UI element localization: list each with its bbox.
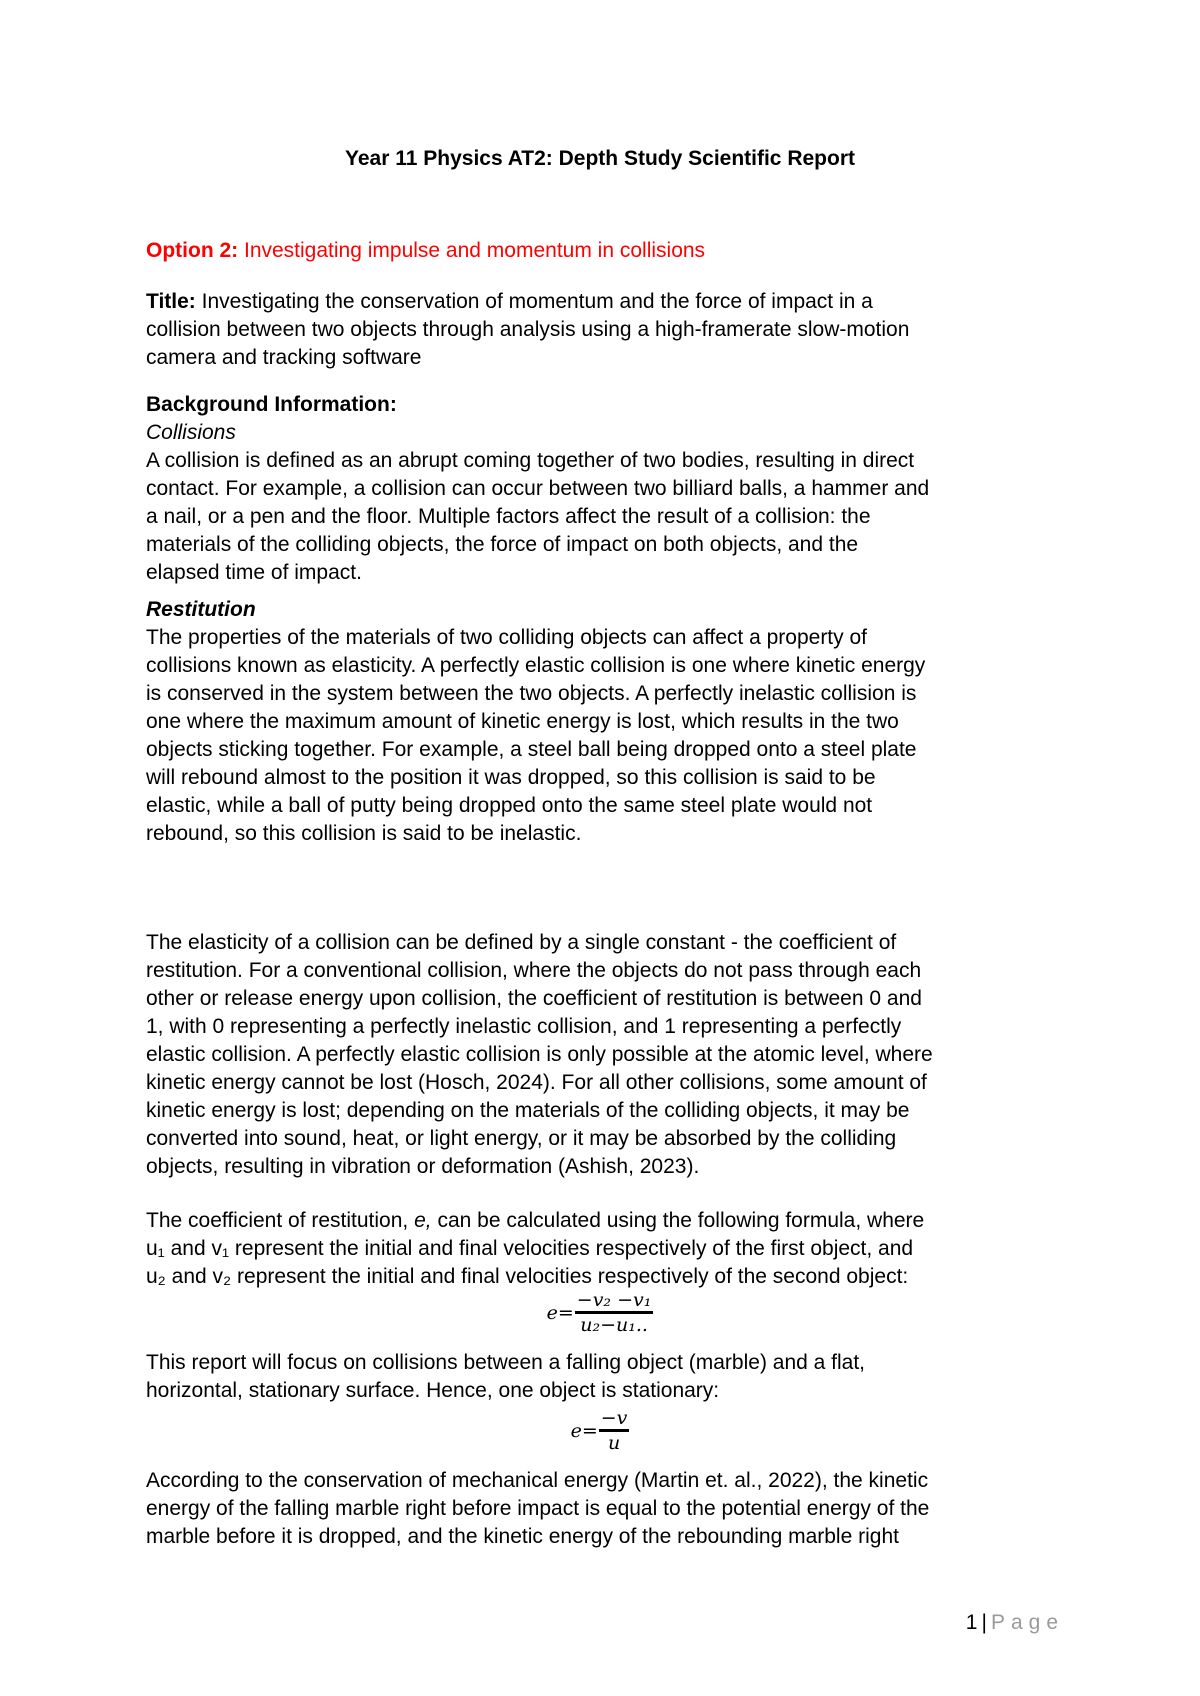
formula-denominator: u xyxy=(607,1432,621,1454)
formula-numerator: −v xyxy=(600,1407,628,1429)
restitution-section xyxy=(146,596,1066,848)
restitution-p2-line: other or release energy upon collision, the coefficient of restitution is between 0 and xyxy=(146,987,922,1010)
formula-fraction xyxy=(599,1407,630,1454)
restitution-p2-line: elastic collision. A perfectly elastic collision is only possible at the atomic level, where xyxy=(146,1043,933,1066)
p5-line: According to the conservation of mechanical energy (Martin et. al., 2022), the kinetic xyxy=(146,1469,929,1492)
collisions-line: a nail, or a pen and the floor. Multiple factors affect the result of a collision: the xyxy=(146,505,871,528)
page-label: Page xyxy=(990,1611,1064,1634)
formula-lhs: e= xyxy=(570,1419,598,1442)
p3-text: can be calculated using the following formula, where xyxy=(431,1209,925,1232)
variable-e: e, xyxy=(414,1209,432,1232)
restitution-formula-general xyxy=(0,1289,1200,1336)
restitution-p1-line: one where the maximum amount of kinetic energy is lost, which results in the two xyxy=(146,710,899,733)
restitution-paragraph-2 xyxy=(146,929,1066,1181)
option-text: Investigating impulse and momentum in collisions xyxy=(238,239,706,262)
restitution-paragraph-5 xyxy=(146,1467,1066,1551)
page-footer xyxy=(966,1610,1064,1636)
formula-fraction xyxy=(575,1289,654,1336)
collisions-line: A collision is defined as an abrupt coming together of two bodies, resulting in direct xyxy=(146,449,915,472)
formula-denominator: u₂−u₁.. xyxy=(580,1314,648,1336)
p4-line: This report will focus on collisions between a falling object (marble) and a flat, xyxy=(146,1351,866,1374)
restitution-p1-line: objects sticking together. For example, a steel ball being dropped onto a steel plate xyxy=(146,738,917,761)
restitution-p1-line: rebound, so this collision is said to be inelastic. xyxy=(146,822,582,845)
restitution-subheading: Restitution xyxy=(146,598,256,621)
title-text-line: Investigating the conservation of momentum and the force of impact in a xyxy=(195,290,873,313)
p3-line: u₁ and v₁ represent the initial and final velocities respectively of the first object, and xyxy=(146,1237,914,1260)
restitution-paragraph-4 xyxy=(146,1349,1066,1405)
restitution-formula-stationary xyxy=(0,1407,1200,1454)
restitution-p2-line: restitution. For a conventional collision, where the objects do not pass through each xyxy=(146,959,922,982)
p5-line: marble before it is dropped, and the kinetic energy of the rebounding marble right xyxy=(146,1525,899,1548)
p3-line: u₂ and v₂ represent the initial and final velocities respectively of the second object: xyxy=(146,1265,909,1288)
restitution-p1-line: The properties of the materials of two colliding objects can affect a property of xyxy=(146,626,867,649)
restitution-p1-line: elastic, while a ball of putty being dropped onto the same steel plate would not xyxy=(146,794,873,817)
restitution-p1-line: collisions known as elasticity. A perfectly elastic collision is one where kinetic energy xyxy=(146,654,926,677)
document-title: Year 11 Physics AT2: Depth Study Scientific Report xyxy=(345,147,855,170)
background-heading: Background Information: xyxy=(146,393,397,416)
restitution-p2-line: The elasticity of a collision can be defined by a single constant - the coefficient of xyxy=(146,931,897,954)
collisions-line: contact. For example, a collision can occur between two billiard balls, a hammer and xyxy=(146,477,930,500)
title-text-line: camera and tracking software xyxy=(146,346,422,369)
title-text-line: collision between two objects through analysis using a high-framerate slow-motion xyxy=(146,318,910,341)
restitution-paragraph-3 xyxy=(146,1207,1066,1291)
page-number: 1 xyxy=(965,1611,978,1634)
formula-numerator: −v₂ −v₁ xyxy=(576,1289,652,1311)
restitution-p1-line: will rebound almost to the position it was dropped, so this collision is said to be xyxy=(146,766,876,789)
p5-line: energy of the falling marble right before impact is equal to the potential energy of the xyxy=(146,1497,930,1520)
option-line xyxy=(146,237,1066,265)
p3-text: The coefficient of restitution, xyxy=(146,1209,415,1232)
restitution-p1-line: is conserved in the system between the two objects. A perfectly inelastic collision is xyxy=(146,682,917,705)
restitution-p2-line: kinetic energy cannot be lost (Hosch, 2024). For all other collisions, some amount of xyxy=(146,1071,927,1094)
restitution-p2-line: converted into sound, heat, or light energy, or it may be absorbed by the colliding xyxy=(146,1127,897,1150)
restitution-p2-line: objects, resulting in vibration or deformation (Ashish, 2023). xyxy=(146,1155,700,1178)
collisions-subheading: Collisions xyxy=(146,421,236,444)
title-label: Title: xyxy=(146,290,196,313)
option-label: Option 2: xyxy=(146,239,239,262)
formula-lhs: e= xyxy=(546,1301,574,1324)
title-field xyxy=(146,288,1066,372)
background-section xyxy=(146,391,1066,587)
restitution-p2-line: 1, with 0 representing a perfectly inelastic collision, and 1 representing a perfectly xyxy=(146,1015,902,1038)
collisions-line: materials of the colliding objects, the force of impact on both objects, and the xyxy=(146,533,859,556)
p4-line: horizontal, stationary surface. Hence, one object is stationary: xyxy=(146,1379,720,1402)
collisions-line: elapsed time of impact. xyxy=(146,561,362,584)
footer-separator: | xyxy=(981,1611,987,1634)
restitution-p2-line: kinetic energy is lost; depending on the materials of the colliding objects, it may be xyxy=(146,1099,910,1122)
